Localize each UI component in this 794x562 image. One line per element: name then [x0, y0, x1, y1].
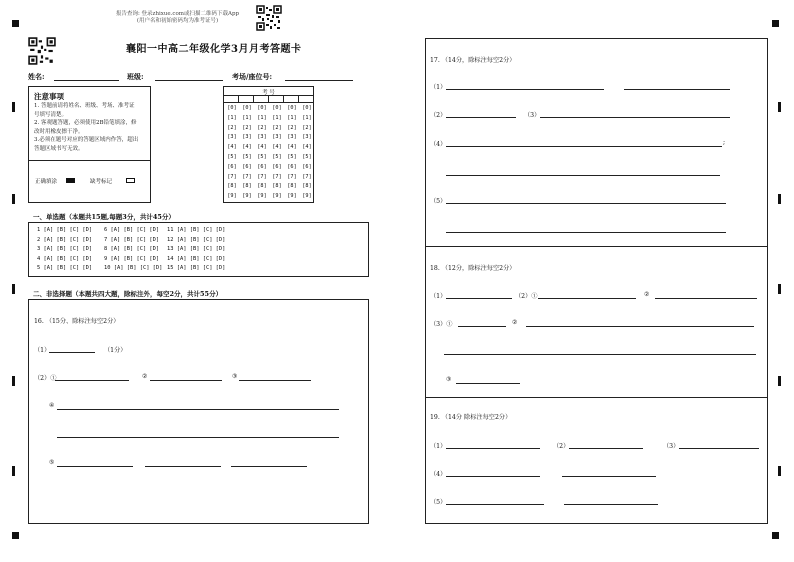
page-title: 襄阳一中高二年级化学3月月考答题卡: [126, 44, 302, 55]
mc-row: 13 [A] [B] [C] [D]: [167, 246, 226, 253]
mc-row: 14 [A] [B] [C] [D]: [167, 255, 226, 262]
q19-part2-label: （2）: [553, 443, 570, 450]
timing-mark: [12, 284, 15, 294]
notice-line: 答题区域书写无效。: [34, 145, 84, 152]
q16-circle-2: ②: [142, 373, 148, 380]
divider: [29, 160, 150, 161]
q16-answer-2-4a[interactable]: [57, 409, 339, 410]
q17-title: 17. （14分，除标注每空2分）: [430, 57, 516, 64]
q19-answer-4b[interactable]: [562, 476, 656, 477]
q18-answer-3-2b[interactable]: [444, 354, 756, 355]
divider: [426, 397, 767, 398]
q16-answer-1[interactable]: [49, 352, 95, 353]
exam-id-header: 考 号: [262, 90, 275, 96]
q18-answer-2-1[interactable]: [538, 298, 636, 299]
q19-part4-label: （4）: [430, 471, 447, 478]
q16-part1-note: （1分）: [104, 347, 127, 354]
absent-mark-checkbox[interactable]: [126, 178, 135, 183]
mc-column[interactable]: [104, 226, 162, 274]
section1-title: 一、单选题（本题共15题,每题3分，共计45分）: [33, 213, 175, 221]
q17-answer-5b[interactable]: [446, 232, 726, 233]
q19-answer-4a[interactable]: [446, 476, 540, 477]
notice-title: 注意事项: [34, 92, 64, 101]
q16-circle-4: ④: [49, 402, 55, 409]
exam-id-column[interactable]: [0] [1] [2] [3] [4] [5] [6] [7] [8] [9]: [302, 105, 312, 200]
q19-part5-label: （5）: [430, 499, 447, 506]
class-field[interactable]: [155, 80, 223, 81]
q16-part2-label: （2）①: [34, 375, 57, 382]
correct-fill-sample: [66, 178, 75, 183]
q19-answer-3[interactable]: [679, 448, 759, 449]
notice-text: [34, 102, 150, 154]
divider: [426, 246, 767, 247]
alignment-mark: [772, 20, 779, 27]
notice-line: 1. 答题前请将姓名、班级、考场、准考证: [34, 103, 135, 109]
q18-part3-label: （3）①: [430, 321, 453, 328]
notice-line: 3.必须在题号对应的答题区域内作答，超出: [34, 137, 139, 144]
seat-field[interactable]: [285, 80, 353, 81]
mc-row: 6 [A] [B] [C] [D]: [104, 227, 160, 233]
q17-answer-2[interactable]: [446, 117, 516, 118]
alignment-mark: [12, 532, 19, 539]
q18-answer-3-3[interactable]: [456, 383, 520, 384]
q17-answer-1b[interactable]: [624, 89, 730, 90]
timing-mark: [12, 194, 15, 204]
right-answer-panel: [425, 38, 768, 524]
timing-mark: [778, 102, 781, 112]
mc-row: 8 [A] [B] [C] [D]: [104, 246, 160, 253]
q18-part1-label: （1）: [430, 293, 447, 300]
q18-title: 18. （12分，除标注每空2分）: [430, 265, 516, 272]
q19-answer-2[interactable]: [569, 448, 643, 449]
notice-line: 2. 客观题答题，必须使用2B铅笔填涂，修: [34, 120, 137, 127]
q18-answer-3-1[interactable]: [458, 326, 506, 327]
q19-part3-label: （3）: [663, 443, 680, 450]
q16-answer-2-2[interactable]: [150, 380, 222, 381]
notice-box: [28, 86, 151, 203]
timing-mark: [778, 194, 781, 204]
absent-mark-label: 缺考标记: [90, 179, 113, 185]
report-info: [110, 11, 245, 25]
q16-part1-label: （1）: [34, 347, 51, 354]
report-info-line1: 报告查询: 登录zhixue.com或扫描二维码下载App: [115, 11, 240, 17]
timing-mark: [12, 466, 15, 476]
mc-column[interactable]: [37, 226, 92, 274]
q17-part5-label: （5）: [430, 198, 447, 205]
q19-title: 19. （14分 除标注每空2分）: [430, 414, 512, 421]
q17-answer-4a[interactable]: [446, 146, 722, 147]
mc-row: 1 [A] [B] [C] [D]: [37, 227, 93, 233]
q16-circle-3: ③: [232, 373, 238, 380]
q18-circle-3: ③: [446, 376, 452, 383]
q17-answer-5a[interactable]: [446, 203, 726, 204]
q18-circle-2: ②: [644, 291, 650, 298]
timing-mark: [778, 376, 781, 386]
q16-circle-5: ⑤: [49, 459, 55, 466]
mc-row: 2 [A] [B] [C] [D]: [37, 236, 93, 243]
q19-answer-1[interactable]: [446, 448, 540, 449]
name-field[interactable]: [54, 80, 119, 81]
exam-id-grid: [223, 86, 314, 203]
exam-id-column[interactable]: [0] [1] [2] [3] [4] [5] [6] [7] [8] [9]: [227, 105, 237, 200]
exam-id-column[interactable]: [0] [1] [2] [3] [4] [5] [6] [7] [8] [9]: [242, 105, 252, 200]
q17-part4-label: （4）: [430, 141, 447, 148]
notice-line: 号填写清楚。: [34, 111, 68, 118]
name-label: 姓名:: [28, 72, 45, 81]
q16-answer-2-5a[interactable]: [57, 466, 133, 467]
q19-answer-5a[interactable]: [446, 504, 544, 505]
q16-block: [28, 299, 369, 524]
mc-row: 15 [A] [B] [C] [D]: [167, 265, 226, 272]
q17-answer-4b[interactable]: [446, 175, 720, 176]
q16-answer-2-1[interactable]: [55, 380, 129, 381]
report-info-line2: (用户名和初始密码均为准考证号): [136, 18, 219, 24]
q18-circle-3b: ②: [512, 319, 518, 326]
alignment-mark: [772, 532, 779, 539]
mc-row: 11 [A] [B] [C] [D]: [167, 227, 226, 233]
class-label: 班级:: [127, 72, 144, 81]
multiple-choice-block: [28, 222, 369, 277]
q19-answer-5b[interactable]: [564, 504, 658, 505]
student-qr-code-icon: [28, 37, 56, 65]
correct-fill-label: 正确填涂: [35, 179, 58, 185]
alignment-mark: [12, 20, 19, 27]
q18-answer-3-2a[interactable]: [526, 326, 754, 327]
q16-answer-2-4b[interactable]: [57, 437, 339, 438]
timing-mark: [778, 284, 781, 294]
exam-id-column[interactable]: [0] [1] [2] [3] [4] [5] [6] [7] [8] [9]: [272, 105, 282, 200]
q16-title: 16. （15分、除标注每空2分）: [34, 318, 120, 325]
notice-line: 改时用橡皮擦干净。: [34, 128, 84, 135]
q16-answer-2-3[interactable]: [239, 380, 311, 381]
app-qr-code-icon[interactable]: [256, 5, 282, 31]
divider: [224, 102, 313, 103]
mc-row: 9 [A] [B] [C] [D]: [104, 255, 160, 262]
timing-mark: [12, 102, 15, 112]
mc-row: 4 [A] [B] [C] [D]: [37, 255, 93, 262]
mc-row: 7 [A] [B] [C] [D]: [104, 236, 160, 243]
q16-answer-2-5c[interactable]: [231, 466, 307, 467]
mc-column[interactable]: [167, 226, 225, 274]
mc-row: 3 [A] [B] [C] [D]: [37, 246, 93, 253]
q16-answer-2-5b[interactable]: [145, 466, 221, 467]
exam-id-column[interactable]: [0] [1] [2] [3] [4] [5] [6] [7] [8] [9]: [257, 105, 267, 200]
q18-part2-label: （2）①: [515, 293, 538, 300]
q17-part3-label: （3）: [524, 112, 541, 119]
q17-answer-1a[interactable]: [446, 89, 604, 90]
q18-answer-1[interactable]: [446, 298, 512, 299]
exam-id-column[interactable]: [0] [1] [2] [3] [4] [5] [6] [7] [8] [9]: [287, 105, 297, 200]
section2-title: 二、非选择题（本题共四大题，除标注外，每空2分，共计55分）: [33, 290, 223, 298]
q17-part1-label: （1）: [430, 84, 447, 91]
mc-row: 10 [A] [B] [C] [D]: [104, 265, 163, 272]
timing-mark: [12, 376, 15, 386]
q17-semicolon: ;: [723, 139, 726, 146]
q19-part1-label: （1）: [430, 443, 447, 450]
mc-row: 12 [A] [B] [C] [D]: [167, 236, 226, 243]
mc-row: 5 [A] [B] [C] [D]: [37, 265, 93, 272]
q17-part2-label: （2）: [430, 112, 447, 119]
q18-answer-2-2[interactable]: [655, 298, 757, 299]
q17-answer-3[interactable]: [540, 117, 730, 118]
timing-mark: [778, 466, 781, 476]
seat-label: 考场/座位号:: [232, 72, 273, 81]
